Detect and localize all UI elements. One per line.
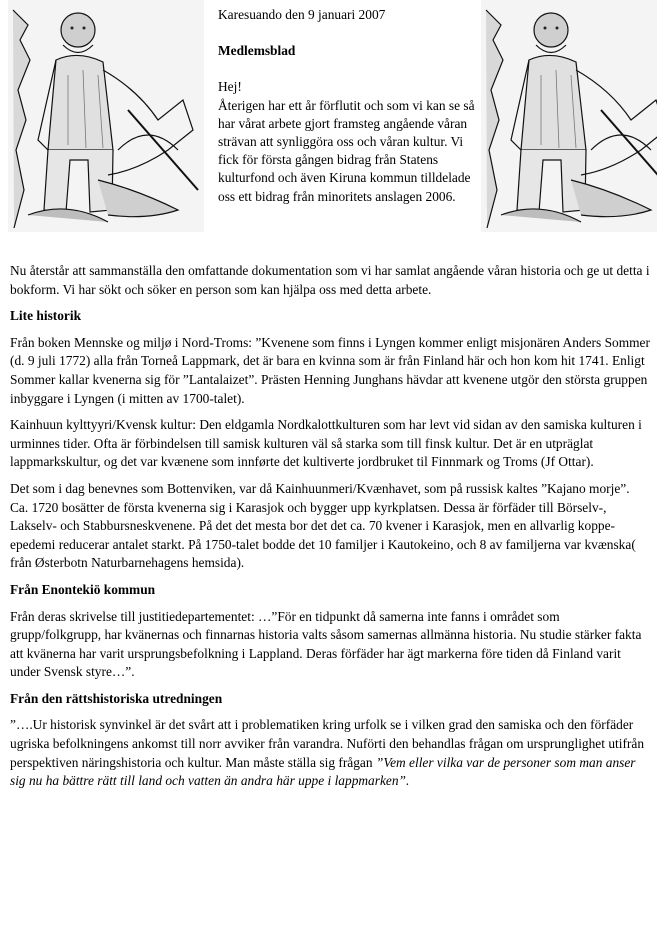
section-heading: Från den rättshistoriska utredningen [10,690,223,706]
paragraph: Från boken Mennske og miljø i Nord-Troms: ”Kvenene som finns i Lyngen kommer enligt misjonären Anders Sommer (d. 9 juli 1772) alla från Torneå Lappmark, det är bara en kvinna som är från Finland här och hon kom hit 1741. Enligt Sommer kallar kvenerna sig för ”Lantalaizet”. Prästen Henning Junghans hävdar att kvenene utgör den största gruppen inbyggare i Lyngen (i mitten av 1700-talet). [10,334,650,406]
man-with-crossbow-icon [8,0,204,232]
letter-header [218,6,480,206]
document-title: Medlemsblad [218,43,296,59]
place-date: Karesuando den 9 januari 2007 [218,7,386,22]
main-content [10,262,650,799]
paragraph: Från deras skrivelse till justitiedepartementet: …”För en tidpunkt då samerna inte fanns i området som grupp/folkgrupp, har kvänernas och finnarnas historia valts såsom samernas allmänna historia. Nu studie stärker fakta att kvänerna har varit ursprungsbefolkning i Lappland. Deras förfäder har ägt markerna före tiden då Finland varit under Svensk styre…”. [10,608,642,680]
woodcut-illustration-right [481,0,657,232]
section-heading: Lite historik [10,308,82,324]
italic-quote: ”Vem eller vilka var de personer som man anser sig nu ha bättre rätt till land och vatten än andra här uppe i lappmarken”. [10,754,636,789]
greeting: Hej! [218,79,242,95]
final-paragraph-text: ”….Ur historisk synvinkel är det svårt att i problematiken kring urfolk se i vilken grad den samiska och den förfäder ugriska befolkningens ankomst till norr avviker från varandra. Nuförti den behandlas frågan om ursprunglighet utifrån perspektiven näringshistoria och kultur. Man måste ställa sig frågan [10,717,645,770]
woodcut-illustration-left [8,0,204,232]
paragraph: Det som i dag benevnes som Bottenviken, var då Kainhuunmeri/Kvænhavet, som på russisk kaltes ”Kajano morje”. Ca. 1720 bosätter de första kvenerna sig i Karasjok och bygger upp kyrkplatsen. Dessa är förfäder till Börselv-, Lakselv- och Stabbursneskvenene. På det det mesta bor det det ca. 70 kvener i Karasjok, men en allvarlig koppe-epedemi reducerar antalet starkt. På 1750-talet bodde det 10 familjer i Kautokeino, och 8 av familjerna var kvænska( från Østerbotn Naturbarnehagens hemsida). [10,480,636,571]
intro-paragraph: Nu återstår att sammanställa den omfattande dokumentation som vi har samlat angående våran historia och ge ut detta i bokform. Vi har sökt och söker en person som kan hjälpa oss med detta arbete. [10,263,650,297]
final-paragraph [10,716,650,790]
letter-body: Återigen har ett år förflutit och som vi kan se så har vårat arbete gjort framsteg angående våran strävan att synliggöra oss och våran kultur. Vi fick för första gången bidrag från Statens kulturfond och även Kiruna kommun tilldelade oss ett bidrag från minoritets anslagen 2006. [218,97,475,204]
man-with-crossbow-icon [481,0,657,232]
section-heading: Från Enontekiö kommun [10,581,156,597]
paragraph: Kainhuun kylttyyri/Kvensk kultur: Den eldgamla Nordkalottkulturen som har levt vid sidan av den samiska kulturen i urminnes tider. Ofta är förbindelsen till samisk kulturen väl så starka som till finsk kultur. Det är en utpräglat lappmarkskultur, og det var kvænene som innførte det kultiverte jordbruket til Finnmark og Troms (Jf Ottar). [10,417,642,470]
